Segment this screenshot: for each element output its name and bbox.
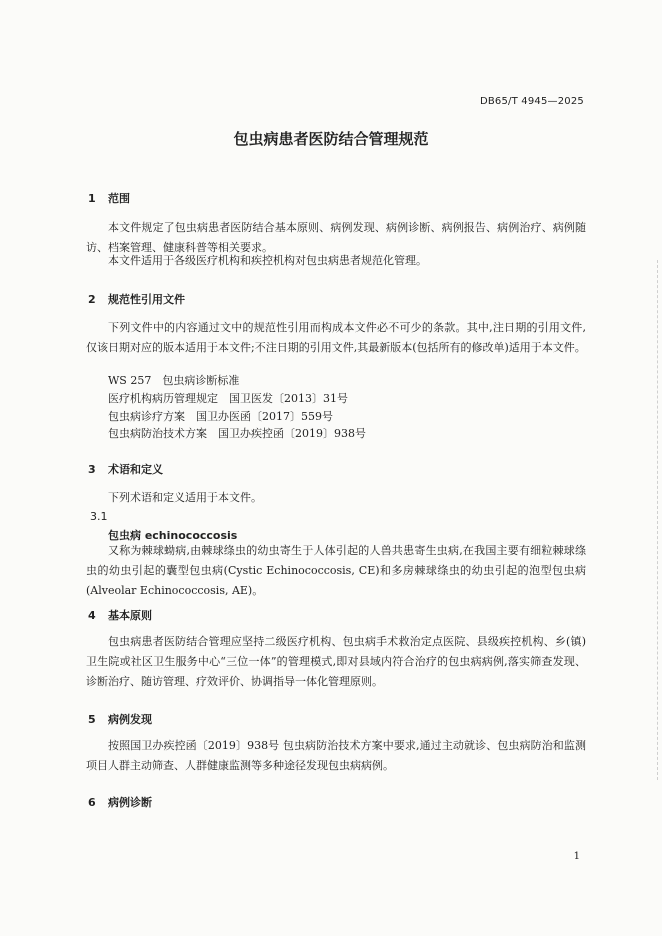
section-number: 5: [88, 713, 96, 726]
scan-edge-mark: [655, 260, 658, 780]
section-number: 2: [88, 293, 96, 306]
page-number: 1: [573, 851, 580, 862]
section-title: 病例诊断: [108, 796, 152, 809]
section-number: 6: [88, 796, 96, 809]
section-title: 规范性引用文件: [108, 293, 185, 306]
standard-code: DB65/T 4945—2025: [479, 96, 584, 107]
section-number: 3: [88, 463, 96, 476]
document-title: 包虫病患者医防结合管理规范: [233, 130, 429, 148]
reference-item: 包虫病诊疗方案 国卫办医函〔2017〕559号: [108, 410, 333, 423]
section-3-paragraph-1: 下列术语和定义适用于本文件。: [108, 491, 262, 504]
section-number: 1: [88, 192, 96, 205]
section-4-heading: [88, 607, 152, 623]
reference-item: 医疗机构病历管理规定 国卫医发〔2013〕31号: [108, 392, 348, 405]
section-title: 基本原则: [108, 609, 152, 622]
section-title: 范围: [108, 192, 130, 205]
term-definition: 又称为棘球蚴病,由棘球绦虫的幼虫寄生于人体引起的人兽共患寄生虫病,在我国主要有细粒棘球绦虫的幼虫引起的囊型包虫病(Cystic Echinococcosis, CE)和多房棘球绦虫的幼虫引起的泡型包虫病(Alveolar Echinococcosis, AE)。: [86, 544, 586, 597]
reference-item: WS 257 包虫病诊断标准: [108, 374, 240, 387]
section-3-heading: [88, 461, 163, 477]
section-2-paragraph-1: 下列文件中的内容通过文中的规范性引用而构成本文件必不可少的条款。其中,注日期的引用文件,仅该日期对应的版本适用于本文件;不注日期的引用文件,其最新版本(包括所有的修改单)适用于本文件。: [86, 321, 586, 354]
term-number: 3.1: [90, 510, 108, 523]
section-1-paragraph-2: 本文件适用于各级医疗机构和疾控机构对包虫病患者规范化管理。: [108, 254, 427, 267]
section-title: 病例发现: [108, 713, 152, 726]
section-6-heading: [88, 794, 152, 810]
section-1-paragraph-1: 本文件规定了包虫病患者医防结合基本原则、病例发现、病例诊断、病例报告、病例治疗、病例随访、档案管理、健康科普等相关要求。: [86, 221, 586, 254]
section-2-heading: [88, 291, 185, 307]
section-number: 4: [88, 609, 96, 622]
section-1-heading: [88, 190, 130, 206]
section-title: 术语和定义: [108, 463, 163, 476]
section-5-paragraph-1: 按照国卫办疾控函〔2019〕938号 包虫病防治技术方案中要求,通过主动就诊、包虫病防治和监测项目人群主动筛查、人群健康监测等多种途径发现包虫病病例。: [86, 739, 586, 772]
section-5-heading: [88, 711, 152, 727]
section-4-paragraph-1: 包虫病患者医防结合管理应坚持二级医疗机构、包虫病手术救治定点医院、县级疾控机构、乡(镇)卫生院或社区卫生服务中心“三位一体”的管理模式,即对县域内符合治疗的包虫病病例,落实筛查发现、诊断治疗、随访管理、疗效评价、协调指导一体化管理原则。: [86, 635, 586, 688]
term-name: 包虫病 echinococcosis: [108, 529, 238, 542]
reference-item: 包虫病防治技术方案 国卫办疾控函〔2019〕938号: [108, 427, 366, 440]
